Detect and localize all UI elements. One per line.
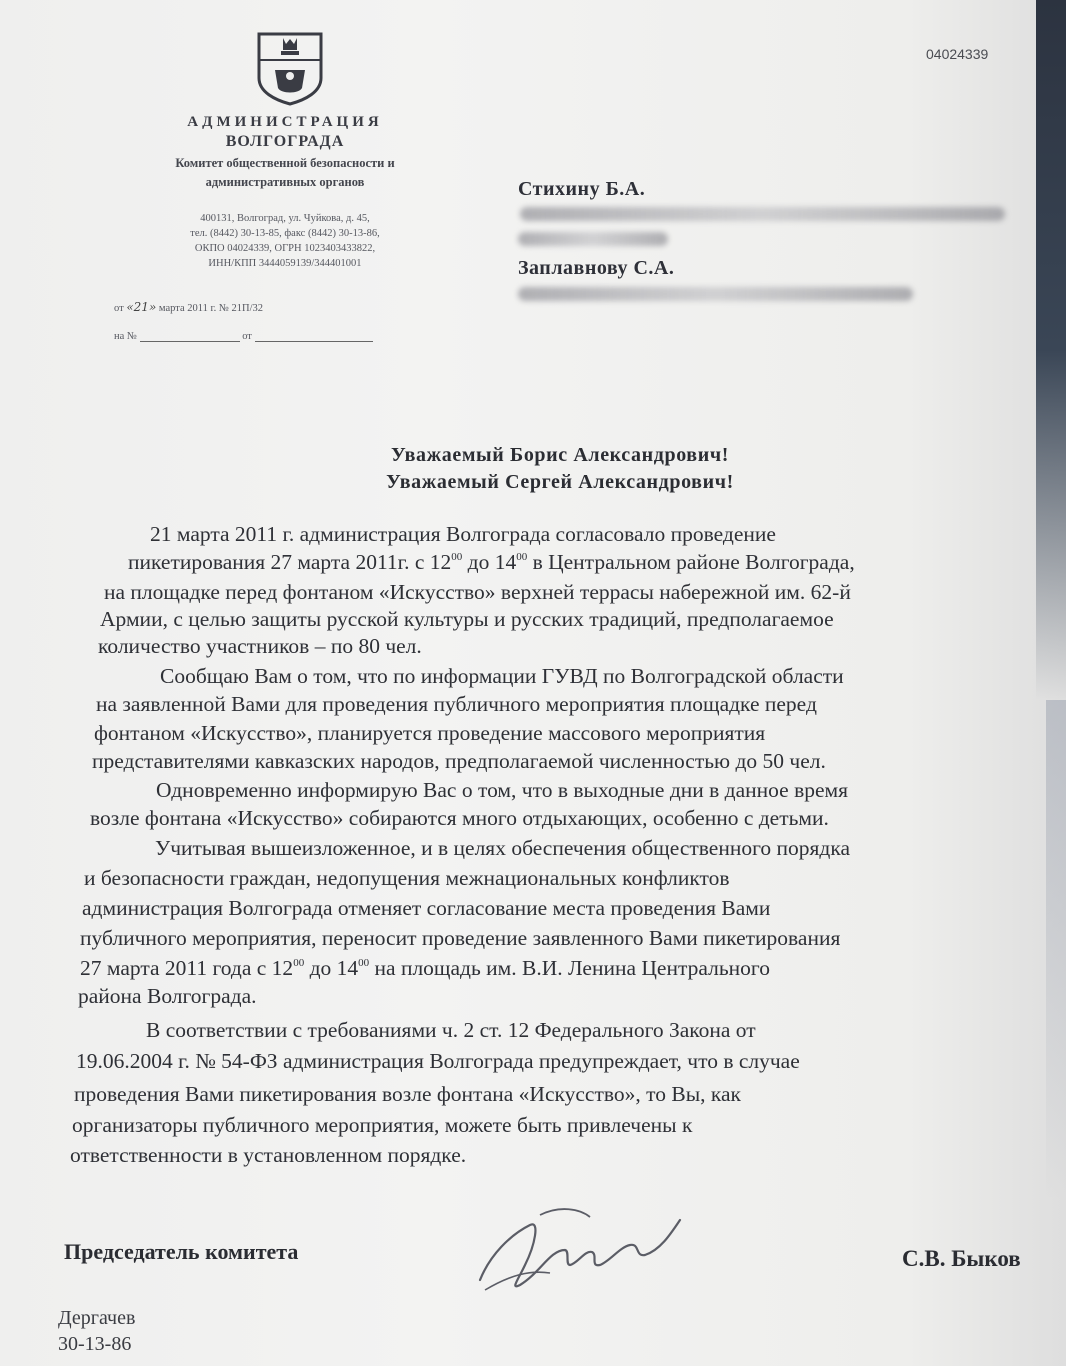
text-run: до 14 bbox=[462, 550, 517, 574]
okpo-line: ОКПО 04024339, ОГРН 1023403433822, bbox=[194, 243, 376, 254]
redacted-address-1 bbox=[520, 207, 1005, 221]
superscript: 00 bbox=[358, 957, 370, 969]
address-line: 400131, Волгоград, ул. Чуйкова, д. 45, bbox=[200, 213, 370, 224]
handwritten-signature bbox=[470, 1195, 700, 1305]
redacted-address-1b bbox=[518, 232, 668, 246]
redacted-address-2 bbox=[518, 287, 913, 301]
outgoing-date-number: марта 2011 г. № 21П/32 bbox=[158, 303, 264, 314]
greeting-line2: Уважаемый Сергей Александрович! bbox=[386, 471, 734, 493]
body-p4-line6: района Волгограда. bbox=[78, 984, 257, 1008]
outgoing-prefix: от bbox=[114, 303, 124, 314]
body-p5-line4: организаторы публичного мероприятия, можете быть привлечены к bbox=[72, 1113, 693, 1137]
text-run: в Центральном районе Волгограда, bbox=[527, 550, 855, 574]
body-p2-line2: на заявленной Вами для проведения публичного мероприятия площадке перед bbox=[96, 692, 817, 716]
text-run: пикетирования 27 марта 2011г. с 12 bbox=[128, 550, 452, 574]
body-p3-line1: Одновременно информирую Вас о том, что в выходные дни в данное время bbox=[156, 778, 849, 802]
body-p4-line2: и безопасности граждан, недопущения межнациональных конфликтов bbox=[84, 866, 730, 890]
body-p2-line1: Сообщаю Вам о том, что по информации ГУВД по Волгоградской области bbox=[160, 664, 844, 688]
superscript: 00 bbox=[516, 551, 528, 563]
recipient-1: Стихину Б.А. bbox=[518, 178, 646, 200]
committee-name-line1: Комитет общественной безопасности и bbox=[175, 156, 395, 170]
body-p1-line3: на площадке перед фонтаном «Искусство» верхней террасы набережной им. 62-й bbox=[104, 580, 851, 604]
committee-name bbox=[110, 154, 460, 192]
recipient-2: Заплавнову С.А. bbox=[518, 257, 675, 279]
text-run: до 14 bbox=[304, 956, 359, 980]
document-number: 04024339 bbox=[926, 46, 989, 62]
incoming-number-blank bbox=[140, 331, 240, 342]
coat-of-arms-icon bbox=[255, 30, 325, 106]
executor-name: Дергачев bbox=[58, 1307, 136, 1329]
body-p4-line4: публичного мероприятия, переносит проведение заявленного Вами пикетирования bbox=[80, 926, 841, 950]
text-run: 27 марта 2011 года с 12 bbox=[80, 956, 294, 980]
outgoing-day: «21» bbox=[126, 300, 157, 314]
incoming-from-label: от bbox=[242, 331, 252, 342]
body-p5-line2: 19.06.2004 г. № 54-ФЗ администрация Волгограда предупреждает, что в случае bbox=[76, 1049, 800, 1073]
org-name-line2: ВОЛГОГРАДА bbox=[225, 133, 345, 150]
signatory-title: Председатель комитета bbox=[64, 1239, 299, 1264]
incoming-prefix: на № bbox=[114, 331, 137, 342]
outgoing-reference bbox=[114, 300, 263, 314]
greeting-line1: Уважаемый Борис Александрович! bbox=[391, 444, 729, 466]
incoming-reference bbox=[114, 331, 373, 342]
body-p4-line1: Учитывая вышеизложенное, и в целях обеспечения общественного порядка bbox=[155, 836, 850, 860]
body-p5-line3: проведения Вами пикетирования возле фонтана «Искусство», то Вы, как bbox=[74, 1082, 742, 1106]
body-p1-line5: количество участников – по 80 чел. bbox=[98, 634, 422, 658]
body-p1-line2 bbox=[128, 550, 855, 575]
superscript: 00 bbox=[451, 551, 463, 563]
body-p4-line5 bbox=[80, 956, 770, 981]
body-p1-line4: Армии, с целью защиты русской культуры и русских традиций, предполагаемое bbox=[100, 607, 834, 631]
background-edge bbox=[1036, 0, 1066, 700]
executor-phone: 30-13-86 bbox=[58, 1333, 132, 1355]
org-name-line1: АДМИНИСТРАЦИЯ bbox=[187, 114, 383, 130]
body-p4-line3: администрация Волгограда отменяет согласование места проведения Вами bbox=[82, 896, 771, 920]
superscript: 00 bbox=[293, 957, 305, 969]
text-run: 21 марта 2011 г. администрация Волгограда согласовало проведение bbox=[150, 522, 776, 546]
committee-name-line2: административных органов bbox=[205, 175, 365, 189]
body-p5-line1: В соответствии с требованиями ч. 2 ст. 12 Федерального Закона от bbox=[146, 1018, 756, 1042]
background-edge-lower bbox=[1046, 700, 1066, 1200]
signatory-name: С.В. Быков bbox=[902, 1246, 1021, 1271]
phone-line: тел. (8442) 30-13-85, факс (8442) 30-13-86, bbox=[190, 228, 380, 239]
body-p2-line4: представителями кавказских народов, предполагаемой численностью до 50 чел. bbox=[92, 749, 826, 773]
body-p3-line2: возле фонтана «Искусство» собираются много отдыхающих, особенно с детьми. bbox=[90, 806, 829, 830]
address-block bbox=[140, 211, 430, 271]
body-p5-line5: ответственности в установленном порядке. bbox=[70, 1143, 467, 1167]
incoming-date-blank bbox=[255, 331, 373, 342]
body-p1-line1 bbox=[150, 522, 1014, 547]
body-p2-line3: фонтаном «Искусство», планируется проведение массового мероприятия bbox=[94, 721, 766, 745]
text-run: на площадь им. В.И. Ленина Центрального bbox=[369, 956, 770, 980]
inn-line: ИНН/КПП 3444059139/344401001 bbox=[208, 258, 362, 269]
